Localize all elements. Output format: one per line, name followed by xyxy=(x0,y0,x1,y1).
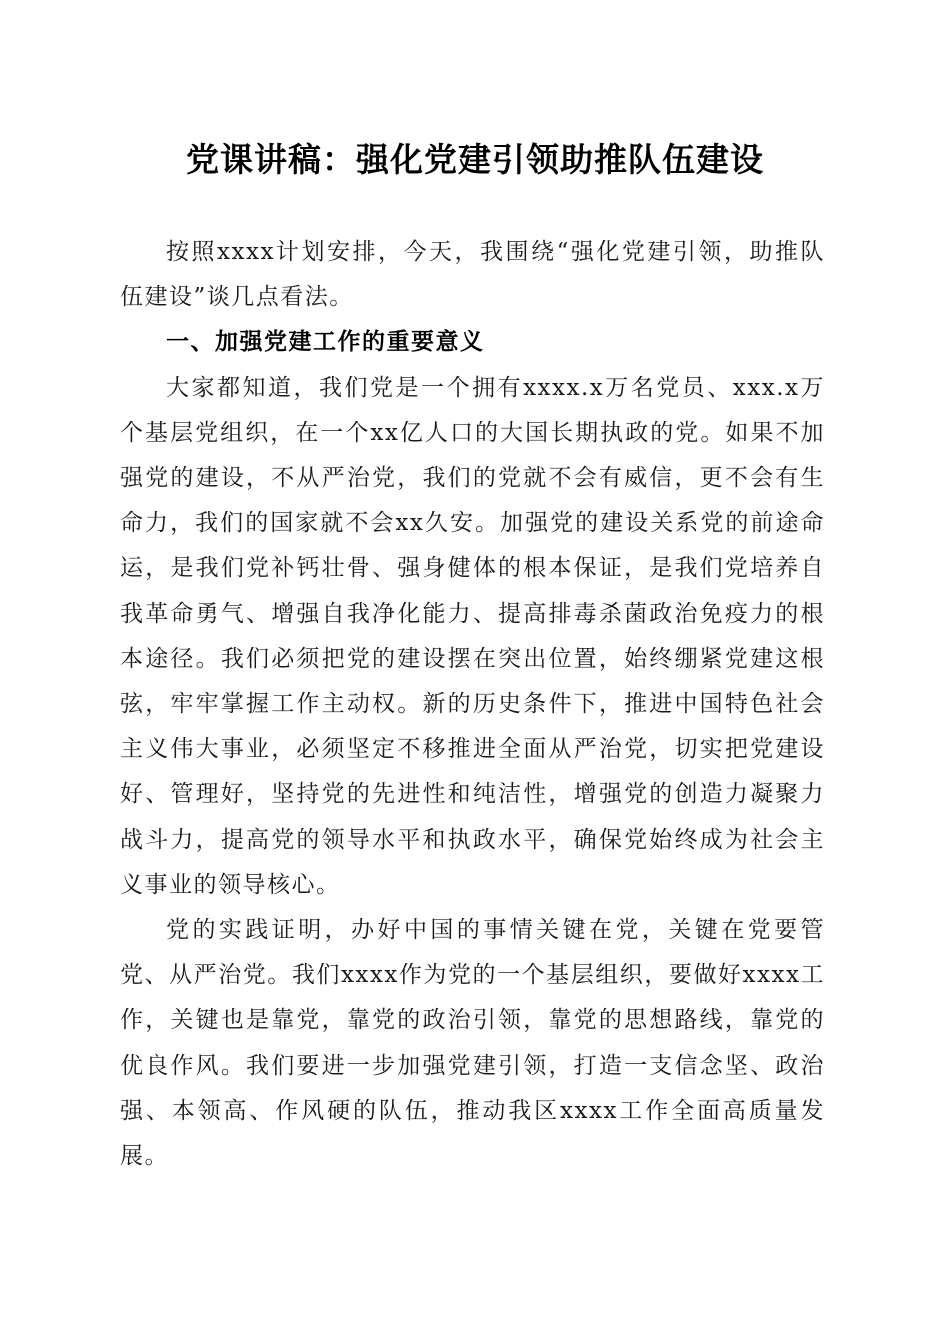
section-heading: 一、加强党建工作的重要意义 xyxy=(166,329,485,356)
body-paragraph: 大家都知道，我们党是一个拥有xxxx.x万名党员、xxx.x万个基层党组织，在一个xx亿人口的大国长期执政的党。如果不加强党的建设，不从严治党，我们的党就不会有威信，更不会有生命力，我们的国家就不会xx久安。加强党的建设关系党的前途命运，是我们党补钙壮骨、强身健体的根本保证，是我们党培养自我革命勇气、增强自我净化能力、提高排毒杀菌政治免疫力的根本途径。我们必须把党的建设摆在突出位置，始终绷紧党建这根弦，牢牢掌握工作主动权。新的历史条件下，推进中国特色社会主义伟大事业，必须坚定不移推进全面从严治党，切实把党建设好、管理好，坚持党的先进性和纯洁性，增强党的创造力凝聚力战斗力，提高党的领导水平和执政水平，确保党始终成为社会主义事业的领导核心。 xyxy=(120,374,825,898)
body-paragraph: 党的实践证明，办好中国的事情关键在党，关键在党要管党、从严治党。我们xxxx作为党的一个基层组织，要做好xxxx工作，关键也是靠党，靠党的政治引领，靠党的思想路线，靠党的优良作风。我们要进一步加强党建引领，打造一支信念坚、政治强、本领高、作风硬的队伍，推动我区xxxx工作全面高质量发展。 xyxy=(120,917,825,1170)
document-body xyxy=(120,230,825,1179)
document-title: 党课讲稿：强化党建引领助推队伍建设 xyxy=(186,140,764,179)
intro-paragraph: 按照xxxx计划安排，今天，我围绕“强化党建引领，助推队伍建设”谈几点看法。 xyxy=(120,239,825,311)
